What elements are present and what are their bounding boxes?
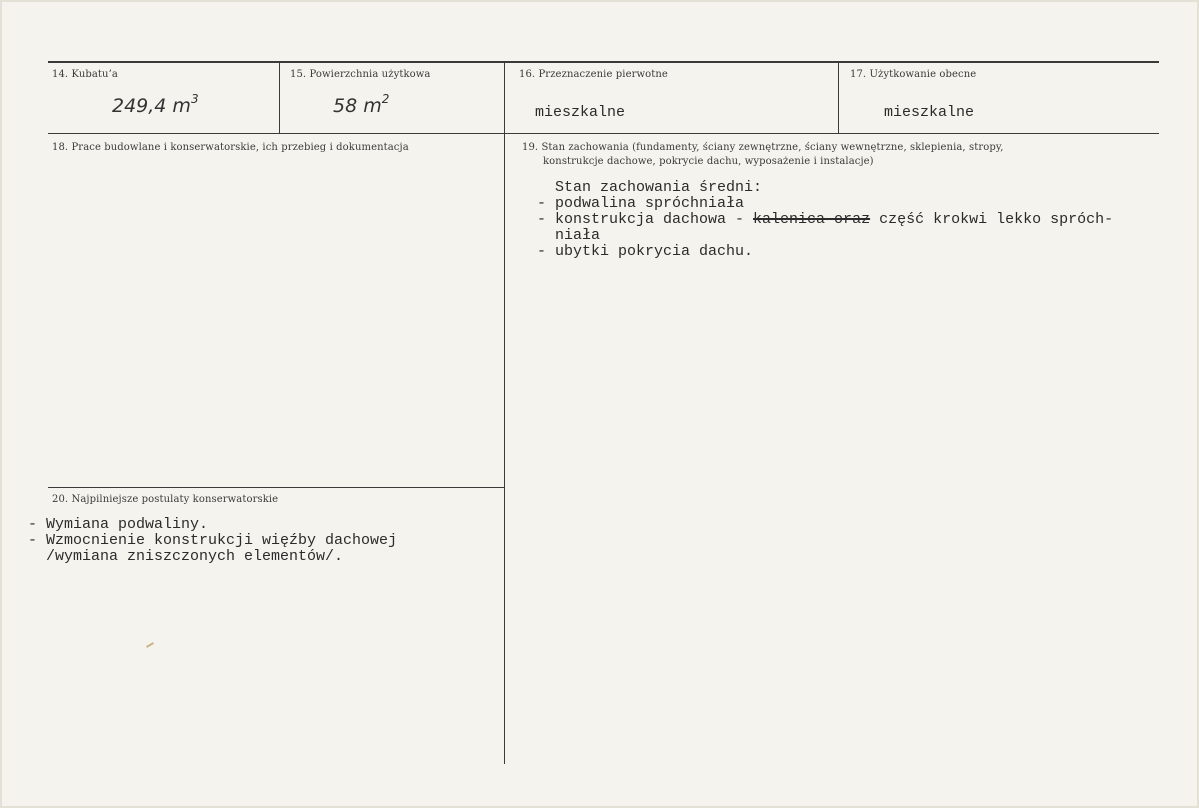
field-14-unit-exponent: 3 xyxy=(190,92,199,106)
top-rule xyxy=(48,61,1159,63)
postulate-line-1: - Wymiana podwaliny. xyxy=(28,516,209,533)
row1-bottom-rule xyxy=(48,133,1159,134)
field-14-value xyxy=(112,92,199,117)
field-15-unit-exponent: 2 xyxy=(381,92,390,106)
field-14-label: 14. Kubatu’a xyxy=(52,69,118,80)
divider-15-16 xyxy=(504,62,505,134)
condition-line-3 xyxy=(537,212,1113,228)
field-15-label: 15. Powierzchnia użytkowa xyxy=(290,69,431,80)
field-19-label-line2: konstrukcje dachowe, pokrycie dachu, wyposażenie i instalacje) xyxy=(543,156,874,167)
section-20-top-rule xyxy=(48,487,505,488)
field-20-label: 20. Najpilniejsze postulaty konserwatorskie xyxy=(52,494,279,505)
condition-line-3-struck: kalenica oraz xyxy=(753,211,871,228)
field-16-value: mieszkalne xyxy=(535,104,626,121)
postulate-line-3: /wymiana zniszczonych elementów/. xyxy=(28,548,344,565)
field-14-value-text: 249,4 m xyxy=(112,95,191,117)
condition-line-3-start: - konstrukcja dachowa - xyxy=(537,211,754,228)
divider-14-15 xyxy=(279,62,280,134)
field-15-value-text: 58 m xyxy=(333,95,382,117)
field-19-label-line1: 19. Stan zachowania (fundamenty, ściany zewnętrzne, ściany wewnętrzne, sklepienia, stropy, xyxy=(522,142,1004,153)
pencil-mark xyxy=(146,642,154,648)
field-16-label: 16. Przeznaczenie pierwotne xyxy=(519,69,668,80)
field-18-label: 18. Prace budowlane i konserwatorskie, ich przebieg i dokumentacja xyxy=(52,142,409,153)
divider-16-17 xyxy=(838,62,839,134)
condition-line-3-end: część krokwi lekko spróch- xyxy=(870,211,1114,228)
field-17-label: 17. Użytkowanie obecne xyxy=(850,69,977,80)
field-15-value xyxy=(333,92,389,117)
condition-line-1: Stan zachowania średni: xyxy=(537,179,763,196)
condition-line-4: niała xyxy=(537,227,601,244)
condition-line-5: - ubytki pokrycia dachu. xyxy=(537,243,754,260)
field-17-value: mieszkalne xyxy=(884,104,975,121)
condition-line-2: - podwalina spróchniała xyxy=(537,195,745,212)
postulate-line-2: - Wzmocnienie konstrukcji więźby dachowej xyxy=(28,532,398,549)
divider-main-vertical xyxy=(504,134,505,764)
